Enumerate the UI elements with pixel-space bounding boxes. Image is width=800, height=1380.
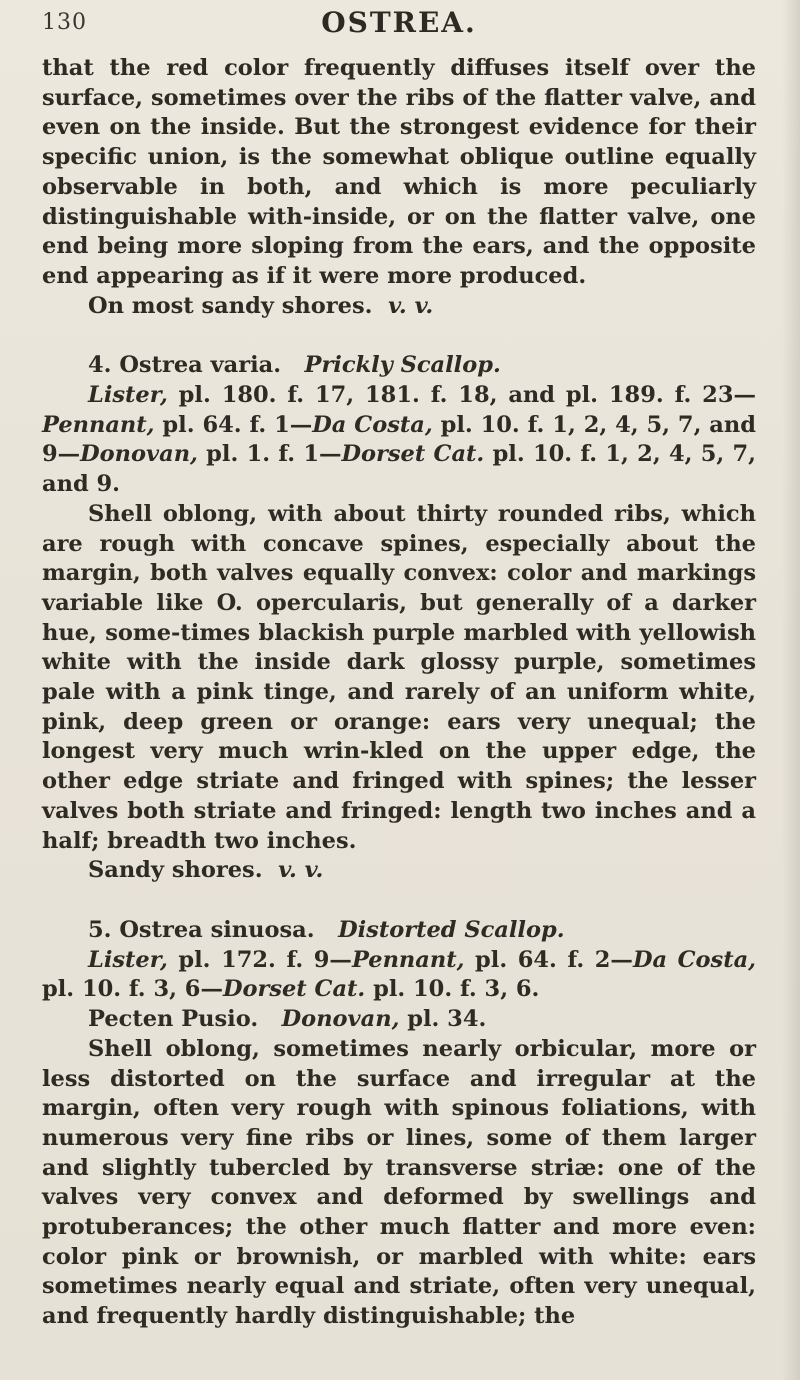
habitat-abbrev: v. v. [388,292,434,319]
species-description-sinuosa [42,1035,756,1332]
page-number: 130 [42,10,87,35]
species-habitat-varia [42,856,756,886]
description-text: Shell oblong, with about thirty rounded ribs, which are rough with concave spines, especially about the margin, both valves equally convex: color and markings variable like O. opercularis, but generally of a darker hue, some-times blackish purple marbled with yellowish white with the inside dark glossy purple, sometimes pale with a pink tinge, and rarely of an uniform white, pink, deep green or orange: ears very unequal; the longest very much wrin-kled on the upper edge, the other edge striate and fringed with spines; the lesser valves both striate and fringed: length two inches and a half; breadth two inches. [42,500,756,854]
reference-text: pl. 172. f. 9— [167,946,352,973]
species-synonym-sinuosa [42,1005,756,1035]
species-references-sinuosa [42,946,756,1005]
species-common-name: Prickly Scallop. [304,352,501,379]
species-heading-varia [42,351,756,381]
reference-author: Pennant, [351,946,465,973]
section-gap [42,321,756,351]
habitat-text: Sandy shores. [88,857,263,884]
reference-text: pl. 10. f. 1, 2, 4, 5, 7, and 9. [42,441,757,498]
species-common-name: Distorted Scallop. [338,916,565,943]
running-head: OSTREA. [321,6,477,39]
habitat-abbrev: v. v. [278,857,324,884]
reference-author: Lister, [88,382,168,409]
reference-author: Dorset Cat. [222,976,366,1003]
reference-text: pl. 10. f. 1, 2, 4, 5, 7, and 9— [42,411,756,468]
page-edge-shadow [782,0,800,1380]
continuation-text: that the red color frequently diffuses itself over the surface, sometimes over the ribs of the flatter valve, and even on the inside. But the strongest evidence for their specific union, is the somewhat oblique outline equally observable in both, and which is more peculiarly distinguishable with-inside, or on the flatter valve, one end being more sloping from the ears, and the opposite end appearing as if it were more produced. [42,55,756,289]
page-body [42,54,756,1332]
habitat-text: On most sandy shores. [88,292,373,319]
synonym-text: pl. 34. [399,1006,487,1033]
reference-text: pl. 10. f. 3, 6— [42,976,223,1003]
synonym-author: Donovan, [281,1006,400,1033]
continuation-paragraph [42,54,756,292]
reference-author: Da Costa, [312,411,433,438]
reference-author: Donovan, [80,441,198,468]
reference-text: pl. 64. f. 2— [464,946,633,973]
reference-text: pl. 180. f. 17, 181. f. 18, and pl. 189. f. 23— [167,382,756,409]
reference-text: pl. 64. f. 1— [154,411,313,438]
reference-author: Pennant, [42,411,155,438]
species-heading-sinuosa [42,916,756,946]
reference-author: Da Costa, [632,946,757,973]
continuation-habitat [42,292,756,322]
section-gap [42,886,756,916]
synonym-name: Pecten Pusio. [88,1006,259,1033]
reference-author: Dorset Cat. [341,441,485,468]
species-references-varia [42,381,756,500]
species-number-name: 5. Ostrea sinuosa. [88,916,315,943]
species-description-varia [42,500,756,856]
description-text: Shell oblong, sometimes nearly orbicular, more or less distorted on the surface and irregular at the margin, often very rough with spinous foliations, with numerous very fine ribs or lines, some of them larger and slightly tubercled by transverse striæ: one of the valves very convex and deformed by swellings and protuberances; the other much flatter and more even: color pink or brownish, or marbled with white: ears sometimes nearly equal and striate, often very unequal, and frequently hardly distinguishable; the [42,1035,756,1330]
reference-author: Lister, [88,946,168,973]
reference-text: pl. 1. f. 1— [197,441,342,468]
page-header [42,0,756,54]
species-number-name: 4. Ostrea varia. [88,352,282,379]
reference-text: pl. 10. f. 3, 6. [365,976,540,1003]
